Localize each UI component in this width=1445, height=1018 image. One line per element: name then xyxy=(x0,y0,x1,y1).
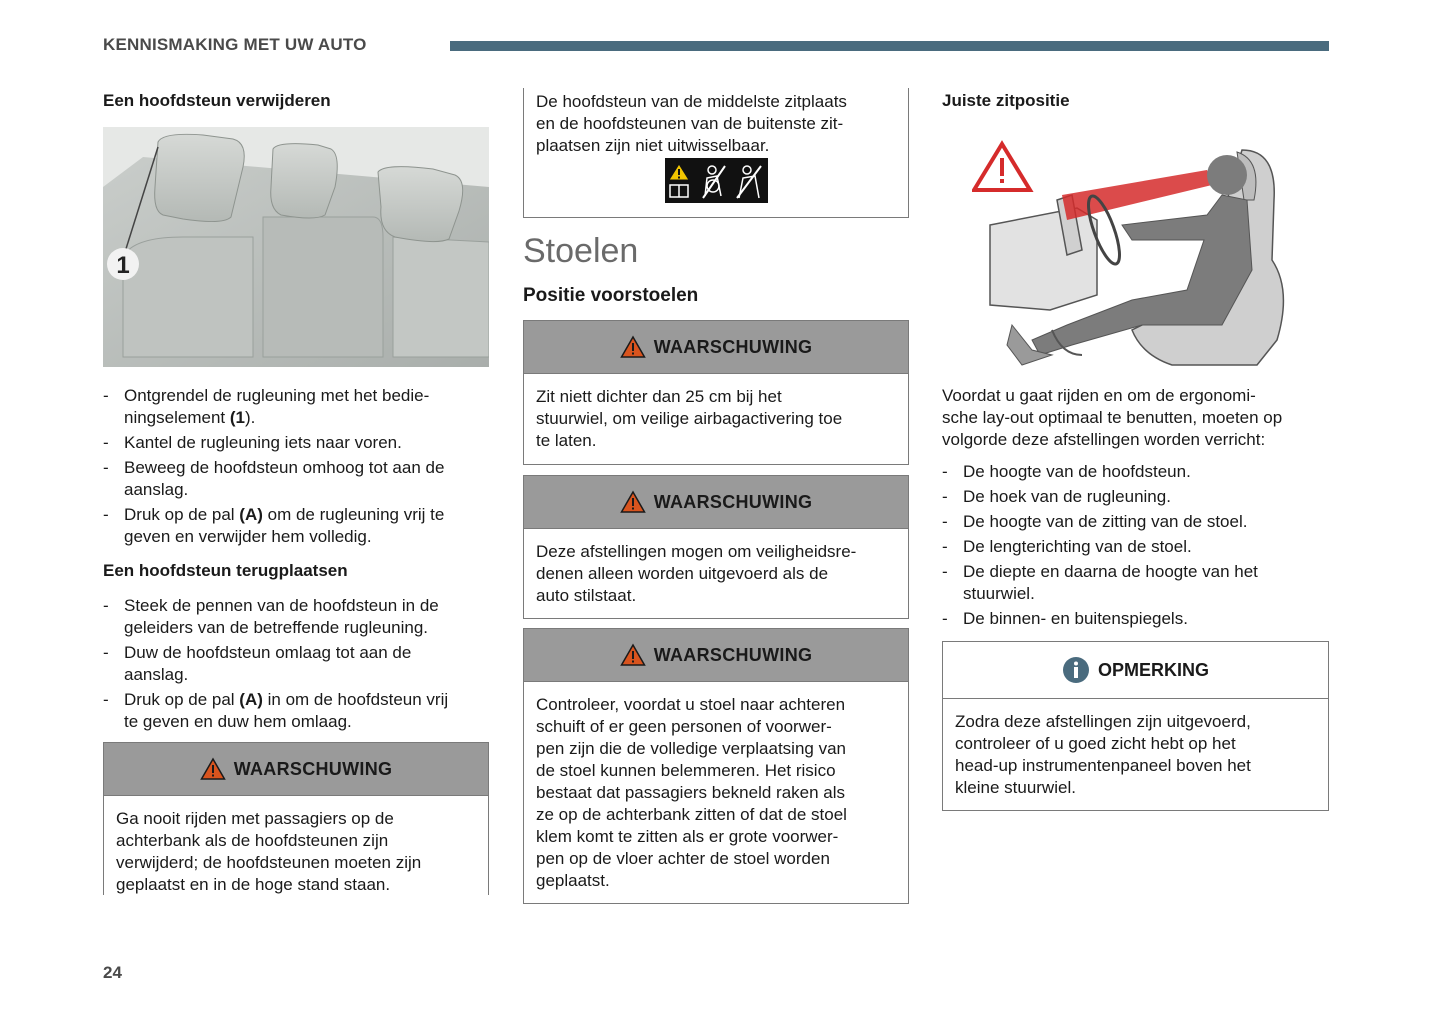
warning-title: WAARSCHUWING xyxy=(653,491,813,512)
heading-remove-headrest: Een hoofdsteun verwijderen xyxy=(103,91,331,110)
list-item: - Druk op de pal (A) om de rugleuning vrij te geven en verwijder hem volledig. xyxy=(103,504,489,548)
list-item: - Kantel de rugleuning iets naar voren. xyxy=(103,432,489,454)
intro-text: Voordat u gaat rijden en om de ergonomi- sche lay-out optimaal te benutten, moeten op volgorde deze afstellingen worden verricht: xyxy=(942,386,1283,449)
list-item: - De hoogte van de hoofdsteun. xyxy=(942,461,1329,483)
warning-text: Zit niett dichter dan 25 cm bij het stuurwiel, om veilige airbagactivering toe te laten. xyxy=(536,387,843,450)
warning-box xyxy=(523,475,909,619)
warning-triangle-icon xyxy=(620,490,646,514)
rear-seat-illustration xyxy=(103,127,489,367)
info-icon xyxy=(1062,656,1090,684)
warning-triangle-icon xyxy=(200,757,226,781)
interchange-note-text: De hoofdsteun van de middelste zitplaats en de hoofdsteunen van de buitenste zit- plaatsen zijn niet uitwisselbaar. xyxy=(536,92,847,155)
interchange-note-box xyxy=(523,88,909,218)
list-item: - Duw de hoofdsteun omlaag tot aan de aanslag. xyxy=(103,642,489,686)
replace-steps-list xyxy=(103,595,489,736)
header-bar xyxy=(450,41,1329,51)
warning-text: Deze afstellingen mogen om veiligheidsre- denen alleen worden uitgevoerd als de auto stilstaat. xyxy=(536,542,857,605)
warning-title: WAARSCHUWING xyxy=(653,336,813,357)
warning-triangle-icon xyxy=(620,643,646,667)
heading-replace-headrest: Een hoofdsteun terugplaatsen xyxy=(103,561,348,580)
note-text: Zodra deze afstellingen zijn uitgevoerd, controleer of u goed zicht hebt op het head-up instrumentenpaneel boven het kleine stuurwiel. xyxy=(955,712,1251,797)
note-header xyxy=(943,642,1328,699)
warning-title: WAARSCHUWING xyxy=(233,758,393,779)
warning-box xyxy=(103,742,489,895)
heading-correct-position: Juiste zitpositie xyxy=(942,91,1070,110)
warning-header xyxy=(104,743,488,796)
list-item: - De lengterichting van de stoel. xyxy=(942,536,1329,558)
list-item: - De hoogte van de zitting van de stoel. xyxy=(942,511,1329,533)
seating-position-illustration xyxy=(972,140,1292,370)
remove-steps-list xyxy=(103,385,489,551)
note-box xyxy=(942,641,1329,811)
warning-box xyxy=(523,628,909,904)
list-item: - Beweeg de hoofdsteun omhoog tot aan de aanslag. xyxy=(103,457,489,501)
warning-title: WAARSCHUWING xyxy=(653,644,813,665)
list-item: - De diepte en daarna de hoogte van het stuurwiel. xyxy=(942,561,1329,605)
warning-box xyxy=(523,320,909,465)
airbag-warning-pictogram xyxy=(665,158,768,203)
list-item: - Druk op de pal (A) in om de hoofdsteun vrij te geven en duw hem omlaag. xyxy=(103,689,489,733)
subheading-front-seats: Positie voorstoelen xyxy=(523,285,699,306)
warning-header xyxy=(524,321,908,374)
warning-header xyxy=(524,629,908,682)
list-item: - Ontgrendel de rugleuning met het bedie- ningselement (1). xyxy=(103,385,489,429)
note-title: OPMERKING xyxy=(1097,659,1209,680)
warning-text: Controleer, voordat u stoel naar achteren schuift of er geen personen of voorwer- pen zijn die de volledige verplaatsing van de stoel kunnen belemmeren. Het risico bestaat dat passagiers bekneld raken als ze op de achterbank zitten of dat de stoel klem komt te zitten als er grote voorwer- pen op de vloer achter de stoel worden geplaatst. xyxy=(536,695,847,890)
warning-triangle-icon xyxy=(620,335,646,359)
warning-text: Ga nooit rijden met passagiers op de achterbank als de hoofdsteunen zijn verwijderd; de hoofdsteunen moeten zijn geplaatst en in de hoge stand staan. xyxy=(116,809,422,894)
figure-callout-1: 1 xyxy=(116,252,130,279)
list-item: - De hoek van de rugleuning. xyxy=(942,486,1329,508)
adjustment-steps-list xyxy=(942,461,1329,633)
page-number: 24 xyxy=(103,963,122,982)
header-title: KENNISMAKING MET UW AUTO xyxy=(103,35,367,54)
section-title: Stoelen xyxy=(523,232,639,270)
list-item: - De binnen- en buitenspiegels. xyxy=(942,608,1329,630)
warning-header xyxy=(524,476,908,529)
list-item: - Steek de pennen van de hoofdsteun in de geleiders van de betreffende rugleuning. xyxy=(103,595,489,639)
